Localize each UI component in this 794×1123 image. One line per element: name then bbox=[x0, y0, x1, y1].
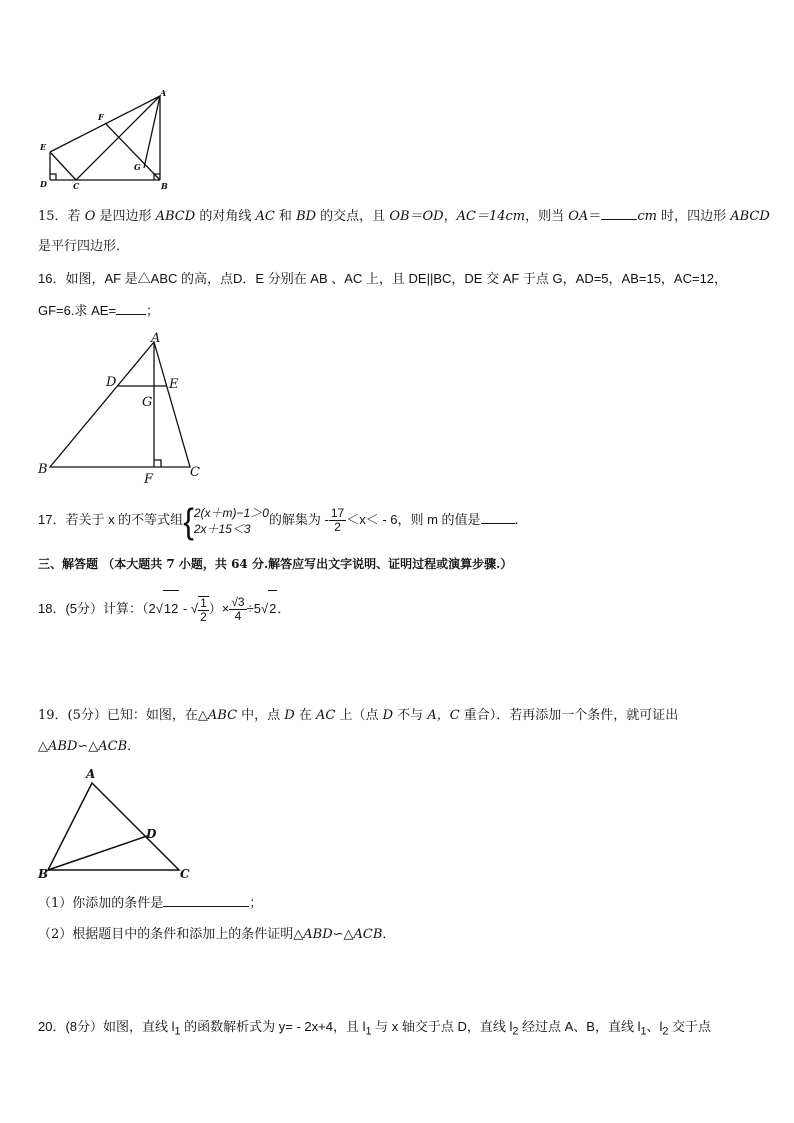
q18-fraction-half: $\frac{1}{2}$ bbox=[200, 595, 207, 624]
q17-fraction: $\frac{17}{2}$ bbox=[330, 506, 345, 535]
q14-label-a: A bbox=[160, 88, 167, 98]
q17-inequality-system: 2(x＋m)−1＞0 2x＋15＜3 bbox=[193, 505, 269, 536]
q18-line: 18．(5分）计算：（2√12 - √ $\frac{1}{2}$ ）× $\frac{√3}{4}$ ÷5√2． bbox=[38, 590, 290, 627]
q14-label-b: B bbox=[161, 181, 168, 191]
q16-label-b: B bbox=[38, 462, 48, 477]
q19-label-b: B bbox=[38, 867, 49, 881]
q14-label-e: E bbox=[40, 142, 47, 152]
q16-label-e: E bbox=[169, 377, 179, 392]
q16-label-a: A bbox=[151, 331, 161, 346]
q19-sub1: （1）你添加的条件是 ； bbox=[38, 896, 263, 911]
q19-line1: 19．(5分）已知：如图，在△ABC 中，点 D 在 AC 上（点 D 不与 A，C 重合）．若再添加一个条件，就可证出 bbox=[38, 708, 679, 723]
q17-system-brace: { bbox=[183, 500, 194, 541]
q15-answer-blank[interactable] bbox=[601, 207, 637, 220]
q16-line2: GF=6.求 AE= ； bbox=[38, 303, 160, 318]
q16-label-g: G bbox=[142, 395, 153, 410]
section-3-header bbox=[38, 555, 512, 573]
q16-label-d: D bbox=[106, 375, 117, 390]
q14-label-c: C bbox=[73, 181, 80, 191]
q16-figure bbox=[34, 330, 214, 486]
section-3-title: 三、解答题 bbox=[38, 557, 99, 571]
q17-line: 17．若关于 x 的不等式组{ 2(x＋m)−1＞0 2x＋15＜3 的解集为 - $\frac{17}{2}$ ＜x＜ - 6，则 m 的值是 ． bbox=[38, 500, 528, 541]
q14-label-g: G bbox=[134, 162, 141, 172]
q15-line1: 15．若 O 是四边形 ABCD 的对角线 AC 和 BD 的交点，且 OB＝OD，AC＝14cm，则当 OA＝ cm 时，四边形 ABCD bbox=[38, 209, 770, 224]
q20-line1: 20．(8分）如图，直线 $l_1$ 的函数解析式为 y= - 2x+4，且 $l_1$ 与 x 轴交于点 D，直线 $l_2$ 经过点 A、B，直线 $l_1$、$l_2$ 交于点 bbox=[38, 1019, 712, 1038]
q14-label-f: F bbox=[98, 112, 104, 122]
q19-sub2: （2）根据题目中的条件和添加上的条件证明△ABD∽△ACB． bbox=[38, 927, 396, 942]
q19-answer-blank[interactable] bbox=[163, 894, 249, 907]
q16-label-f: F bbox=[144, 472, 154, 486]
q14-label-d: D bbox=[40, 179, 47, 189]
q19-label-c: C bbox=[180, 867, 190, 881]
q19-label-d: D bbox=[146, 827, 157, 841]
q16-label-c: C bbox=[190, 465, 200, 480]
q19-line2: △ABD∽△ACB． bbox=[38, 739, 141, 754]
q16-line1: 16．如图，AF 是△ABC 的高，点D．E 分别在 AB 、AC 上，且 DE||BC，DE 交 AF 于点 G，AD=5，AB=15，AC=12， bbox=[38, 271, 728, 286]
q15-line2: 是平行四边形． bbox=[38, 239, 130, 254]
q14-figure bbox=[34, 88, 174, 192]
q16-answer-blank[interactable] bbox=[116, 302, 146, 315]
q17-answer-blank[interactable] bbox=[481, 511, 515, 524]
q19-label-a: A bbox=[86, 767, 96, 781]
q19-figure bbox=[34, 766, 194, 882]
q18-fraction-sqrt3: $\frac{√3}{4}$ bbox=[231, 595, 245, 624]
section-3-note: （本大题共 7 小题，共 64 分.解答应写出文字说明、证明过程或演算步骤.） bbox=[102, 557, 513, 571]
